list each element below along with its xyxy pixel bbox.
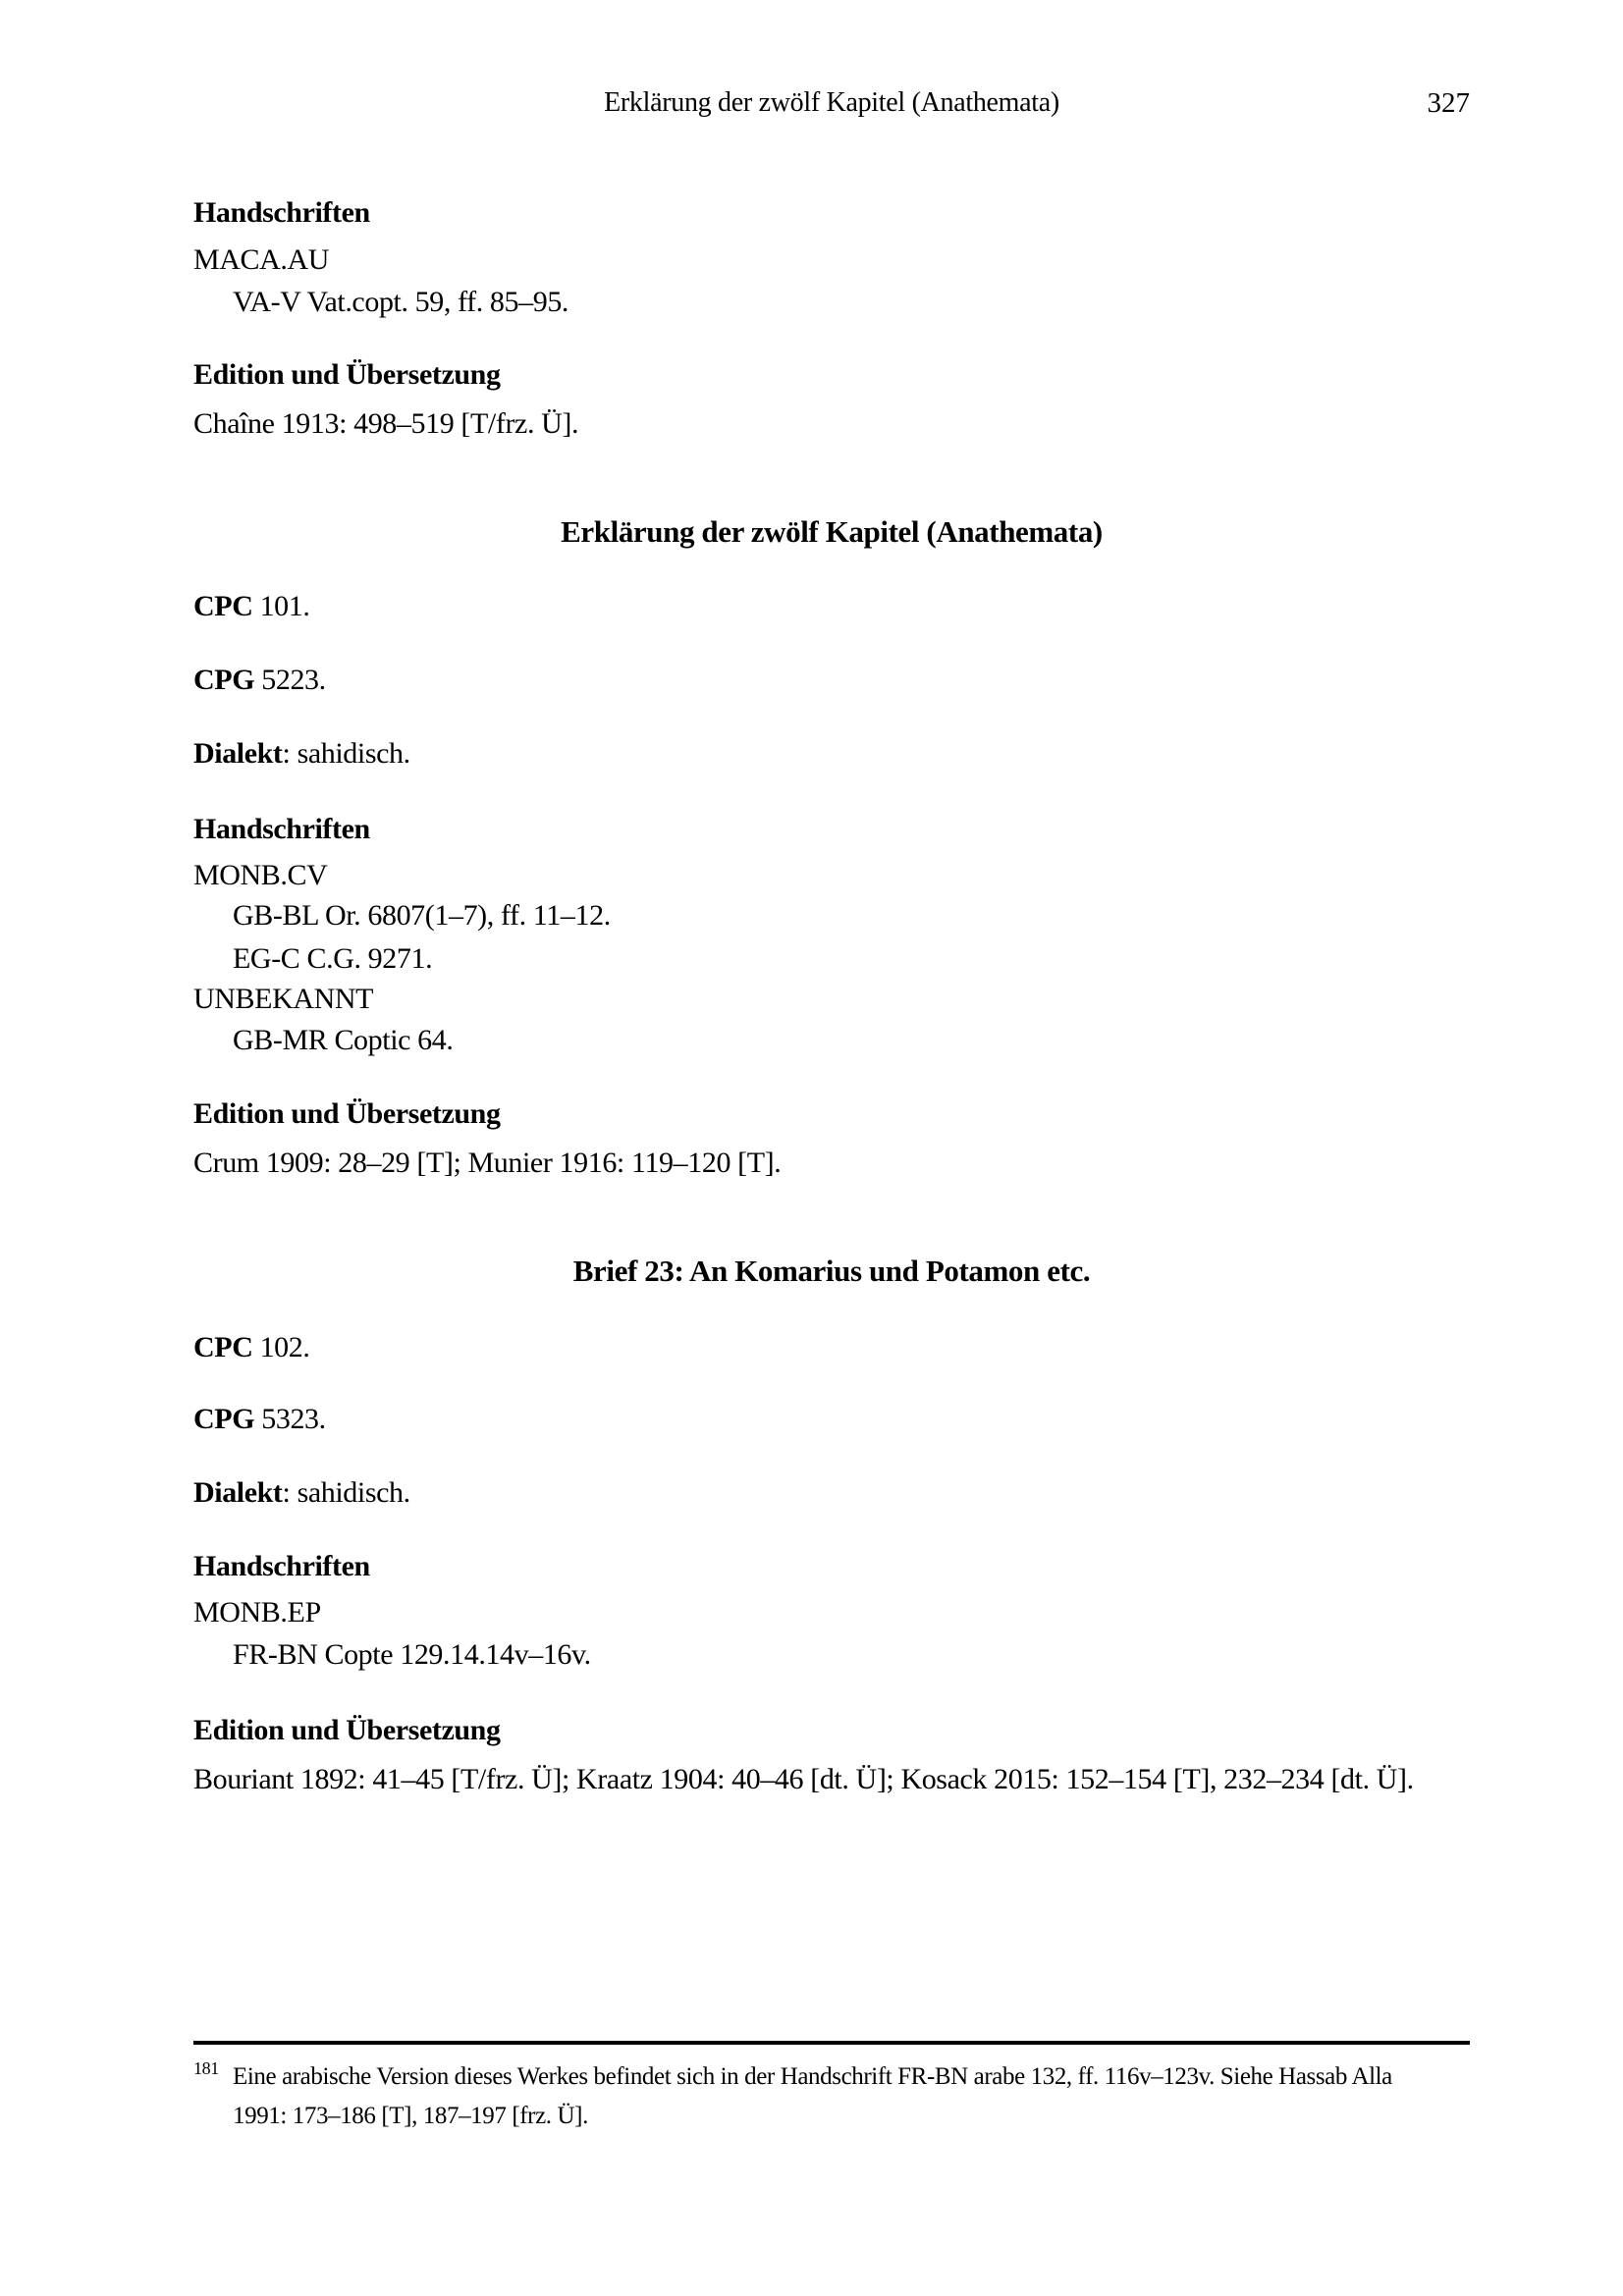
cpc-value: 101. [259,590,310,622]
siglum-line: MONB.CV [193,859,328,891]
page-number: 327 [1427,87,1470,119]
cpg-line [193,663,326,698]
cpc-value: 102. [259,1331,310,1363]
dialekt-label: Dialekt [193,1476,283,1509]
footnote-number: 181 [193,2058,219,2078]
handschriften-heading: Handschriften [193,196,370,229]
cpg-line [193,1402,326,1437]
cpc-line [193,1330,309,1365]
cpg-label: CPG [193,1403,255,1435]
dialekt-value: : sahidisch. [282,1476,410,1509]
cpg-value: 5323. [261,1403,326,1435]
dialekt-label: Dialekt [193,737,283,770]
witness-line: EG-C C.G. 9271. [233,942,433,975]
witness-line: GB-BL Or. 6807(1–7), ff. 11–12. [233,899,611,932]
work-title: Brief 23: An Komarius und Potamon etc. [572,1254,1091,1288]
cpc-label: CPC [193,590,253,622]
edition-line: Chaîne 1913: 498–519 [T/frz. Ü]. [193,407,579,440]
cpg-label: CPG [193,664,255,696]
siglum-line: UNBEKANNT [193,983,374,1015]
dialekt-line [193,1475,410,1511]
cpg-value: 5223. [261,664,326,696]
witness-line: GB-MR Coptic 64. [233,1024,454,1056]
dialekt-line [193,736,410,772]
edition-line: Bouriant 1892: 41–45 [T/frz. Ü]; Kraatz 1904: 40–46 [dt. Ü]; Kosack 2015: 152–154 [T], 232–234 [dt. Ü]. [193,1763,1414,1795]
siglum-line: MONB.EP [193,1596,321,1629]
witness-line: FR-BN Copte 129.14.14v–16v. [233,1638,591,1671]
dialekt-value: : sahidisch. [282,737,410,770]
footnote [193,2057,1470,2136]
cpc-line [193,589,309,624]
handschriften-heading: Handschriften [193,1550,370,1582]
edition-heading: Edition und Übersetzung [193,1714,501,1746]
cpc-label: CPC [193,1331,253,1363]
footnote-text-line: Eine arabische Version dieses Werkes befindet sich in der Handschrift FR-BN arabe 132, ff. 116v–123v. Siehe Hassab Alla [233,2063,1392,2090]
running-header-title: Erklärung der zwölf Kapitel (Anathemata) [604,87,1059,118]
edition-heading: Edition und Übersetzung [193,358,501,391]
footnote-separator-rule [193,2041,1470,2045]
handschriften-heading: Handschriften [193,813,370,845]
edition-heading: Edition und Übersetzung [193,1097,501,1130]
edition-line: Crum 1909: 28–29 [T]; Munier 1916: 119–120 [T]. [193,1147,782,1179]
text-block [193,0,1470,2296]
witness-line: VA-V Vat.copt. 59, ff. 85–95. [233,286,569,318]
work-title: Erklärung der zwölf Kapitel (Anathemata) [561,514,1103,549]
siglum-line: MACA.AU [193,243,330,276]
footnote-text-line: 1991: 173–186 [T], 187–197 [frz. Ü]. [233,2103,588,2129]
